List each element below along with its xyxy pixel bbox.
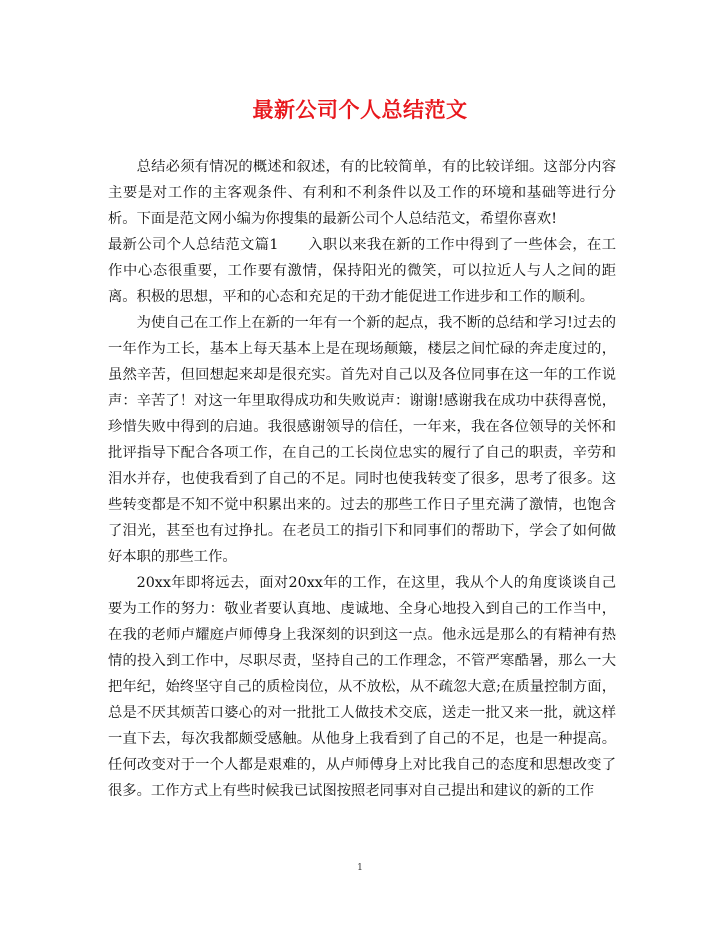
body-paragraph: 为使自己在工作上在新的一年有一个新的起点，我不断的总结和学习!过去的一年作为工长，基本上每天基本上是在现场颠簸，楼层之间忙碌的奔走度过的，虽然辛苦，但回想起来却是很充实。首先对自己以及各位同事在这一年的工作说声：辛苦了！对这一年里取得成功和失败说声：谢谢!感谢我在成功中获得喜悦，珍惜失败中得到的启迪。我很感谢领导的信任，一年来，我在各位领导的关怀和批评指导下配合各项工作，在自己的工长岗位忠实的履行了自己的职责，辛劳和泪水并存，也使我看到了自己的不足。同时也使我转变了很多，思考了很多。这些转变都是不知不觉中积累出来的。过去的那些工作日子里充满了激情，也饱含了泪光，甚至也有过挣扎。在老员工的指引下和同事们的帮助下，学会了如何做好本职的那些工作。 <box>108 315 616 565</box>
section-1-paragraph: 最新公司个人总结范文篇1 入职以来我在新的工作中得到了一些体会，在工作中心态很重要，工作要有激情，保持阳光的微笑，可以拉近人与人之间的距离。积极的思想，平和的心态和充足的干劲才能促进工作进步和工作的顺利。 <box>108 237 616 305</box>
document-title: 最新公司个人总结范文 <box>252 97 468 122</box>
body-paragraph: 20xx年即将远去，面对20xx年的工作，在这里，我从个人的角度谈谈自己要为工作的努力：敬业者要认真地、虔诚地、全身心地投入到自己的工作当中，在我的老师卢耀庭卢师傅身上我深刻的识到这一点。他永远是那么的有精神有热情的投入到工作中，尽职尽责，坚持自己的工作理念，不管严寒酷暑，那么一大把年纪，始终坚守自己的质检岗位，从不放松，从不疏忽大意;在质量控制方面，总是不厌其烦苦口婆心的对一批批工人做技术交底，送走一批又来一批，就这样一直下去，每次我都颇受感触。从他身上我看到了自己的不足，也是一种提高。任何改变对于一个人都是艰难的，从卢师傅身上对比我自己的态度和思想改变了很多。工作方式上有些时候我已试图按照老同事对自己提出和建议的新的工作 <box>108 575 616 799</box>
intro-paragraph: 总结必须有情况的概述和叙述，有的比较简单，有的比较详细。这部分内容主要是对工作的主客观条件、有利和不利条件以及工作的环境和基础等进行分析。下面是范文网小编为你搜集的最新公司个人总结范文，希望你喜欢! <box>108 159 616 227</box>
document-body <box>108 154 616 804</box>
page-number: 1 <box>357 863 363 873</box>
